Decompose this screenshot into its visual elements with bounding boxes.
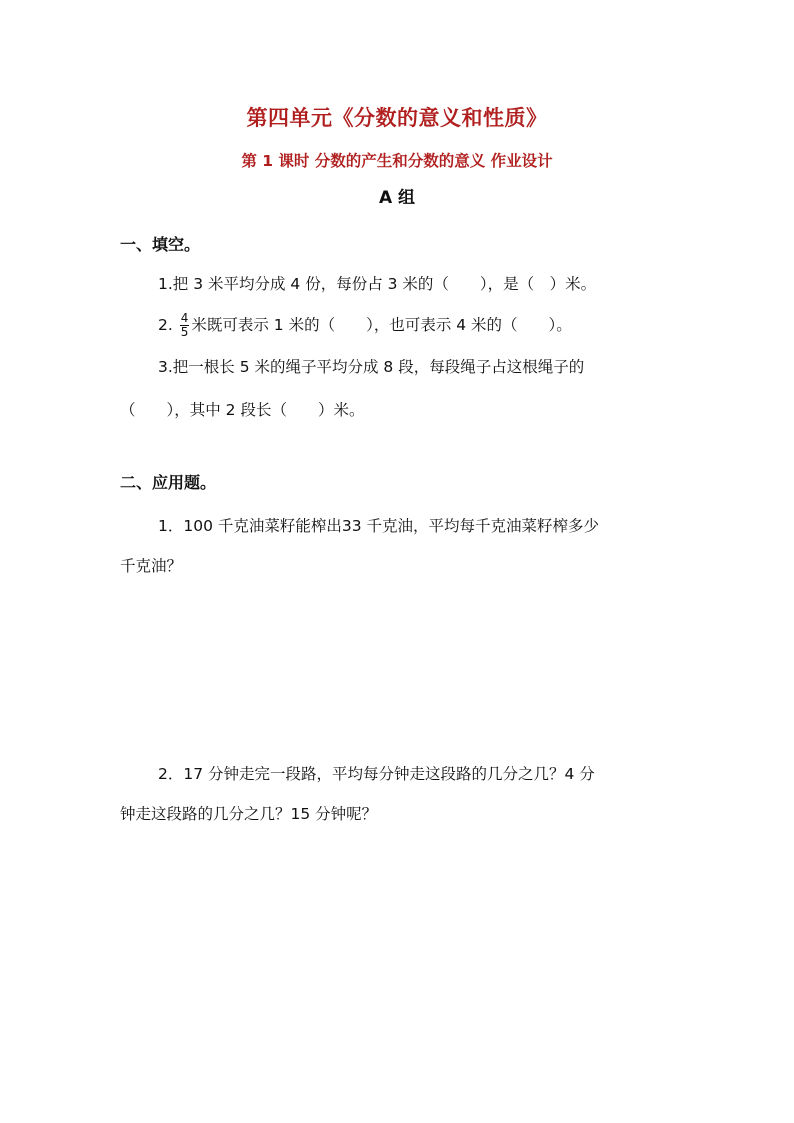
fill-question-2-number: 2. [158, 316, 173, 334]
fraction-denominator: 5 [180, 325, 189, 339]
application-question-2-line2: 钟走这段路的几分之几？15 分钟呢？ [120, 805, 378, 823]
group-label: A 组 [378, 188, 416, 208]
application-question-1-line1: 1．100 千克油菜籽能榨出33 千克油，平均每千克油菜籽榨多少 [158, 517, 600, 535]
fill-question-1: 1.把 3 米平均分成 4 份，每份占 3 米的（ ），是（ ）米。 [158, 275, 597, 293]
unit-title: 第四单元《分数的意义和性质》 [246, 106, 548, 130]
fill-question-2 [158, 312, 572, 339]
section-fill-blank-heading: 一、填空。 [120, 235, 201, 254]
lesson-subtitle: 第 1 课时 分数的产生和分数的意义 作业设计 [241, 152, 553, 170]
fraction-four-fifths [180, 312, 190, 339]
application-question-1-line2: 千克油？ [120, 557, 183, 575]
fill-question-2-text: 米既可表示 1 米的（ ），也可表示 4 米的（ ）。 [191, 316, 572, 334]
application-question-2-line1: 2．17 分钟走完一段路，平均每分钟走这段路的几分之几？4 分 [158, 765, 595, 783]
fill-question-3-line1: 3.把一根长 5 米的绳子平均分成 8 段，每段绳子占这根绳子的 [158, 358, 585, 376]
fraction-numerator: 4 [180, 311, 189, 325]
section-application-heading: 二、应用题。 [120, 473, 217, 492]
fill-question-3-line2: （ ），其中 2 段长（ ）米。 [120, 401, 365, 419]
